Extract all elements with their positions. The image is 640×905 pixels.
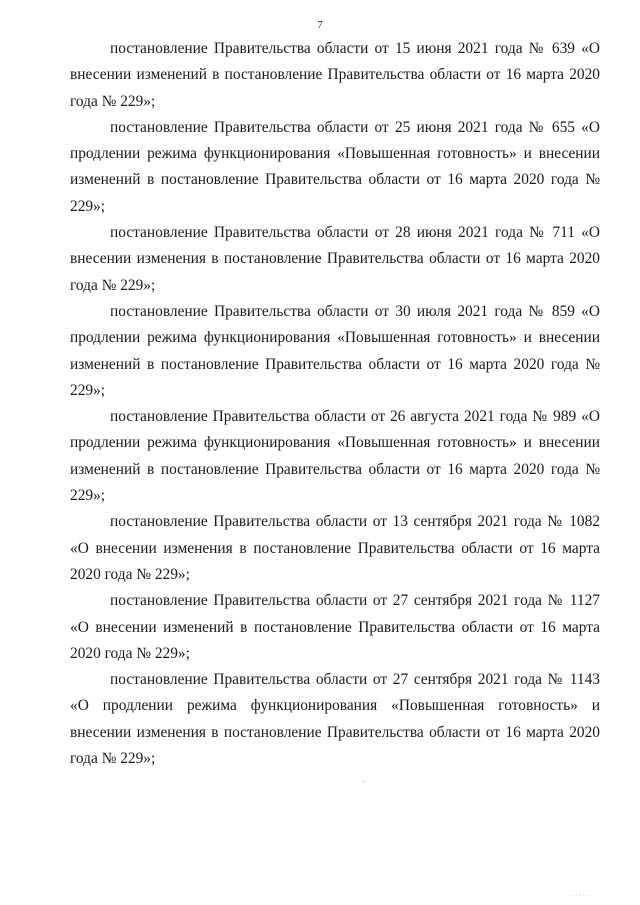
page-number: 7 [317,19,323,31]
document-body [70,36,600,772]
list-item: постановление Правительства области от 27 сентября 2021 года № 1127 «О внесении изменений в постановление Правительства области от 16 марта 2020 года № 229»; [70,592,600,662]
list-item: постановление Правительства области от 13 сентября 2021 года № 1082 «О внесении изменения в постановление Правительства области от 16 марта 2020 года № 229»; [70,513,600,583]
scan-dots: ····· [571,893,591,899]
list-item: постановление Правительства области от 28 июня 2021 года № 711 «О внесении изменения в постановление Правительства области от 16 марта 2020 года № 229»; [70,224,600,294]
list-item: постановление Правительства области от 30 июля 2021 года № 859 «О продлении режима функционирования «Повышенная готовность» и внесении изменений в постановление Правительства области от 16 марта 2020 года № 229»; [70,302,600,399]
scan-speck [363,781,364,782]
list-item: постановление Правительства области от 26 августа 2021 года № 989 «О продлении режима функционирования «Повышенная готовность» и внесении изменений в постановление Правительства области от 16 марта 2020 года № 229»; [70,408,600,505]
list-item: постановление Правительства области от 15 июня 2021 года № 639 «О внесении изменений в постановление Правительства области от 16 марта 2020 года № 229»; [70,40,600,110]
list-item: постановление Правительства области от 25 июня 2021 года № 655 «О продлении режима функционирования «Повышенная готовность» и внесении изменений в постановление Правительства области от 16 марта 2020 года № 229»; [70,118,600,215]
list-item: постановление Правительства области от 27 сентября 2021 года № 1143 «О продлении режима функционирования «Повышенная готовность» и внесении изменения в постановление Правительства области от 16 марта 2020 года № 229»; [70,671,600,768]
